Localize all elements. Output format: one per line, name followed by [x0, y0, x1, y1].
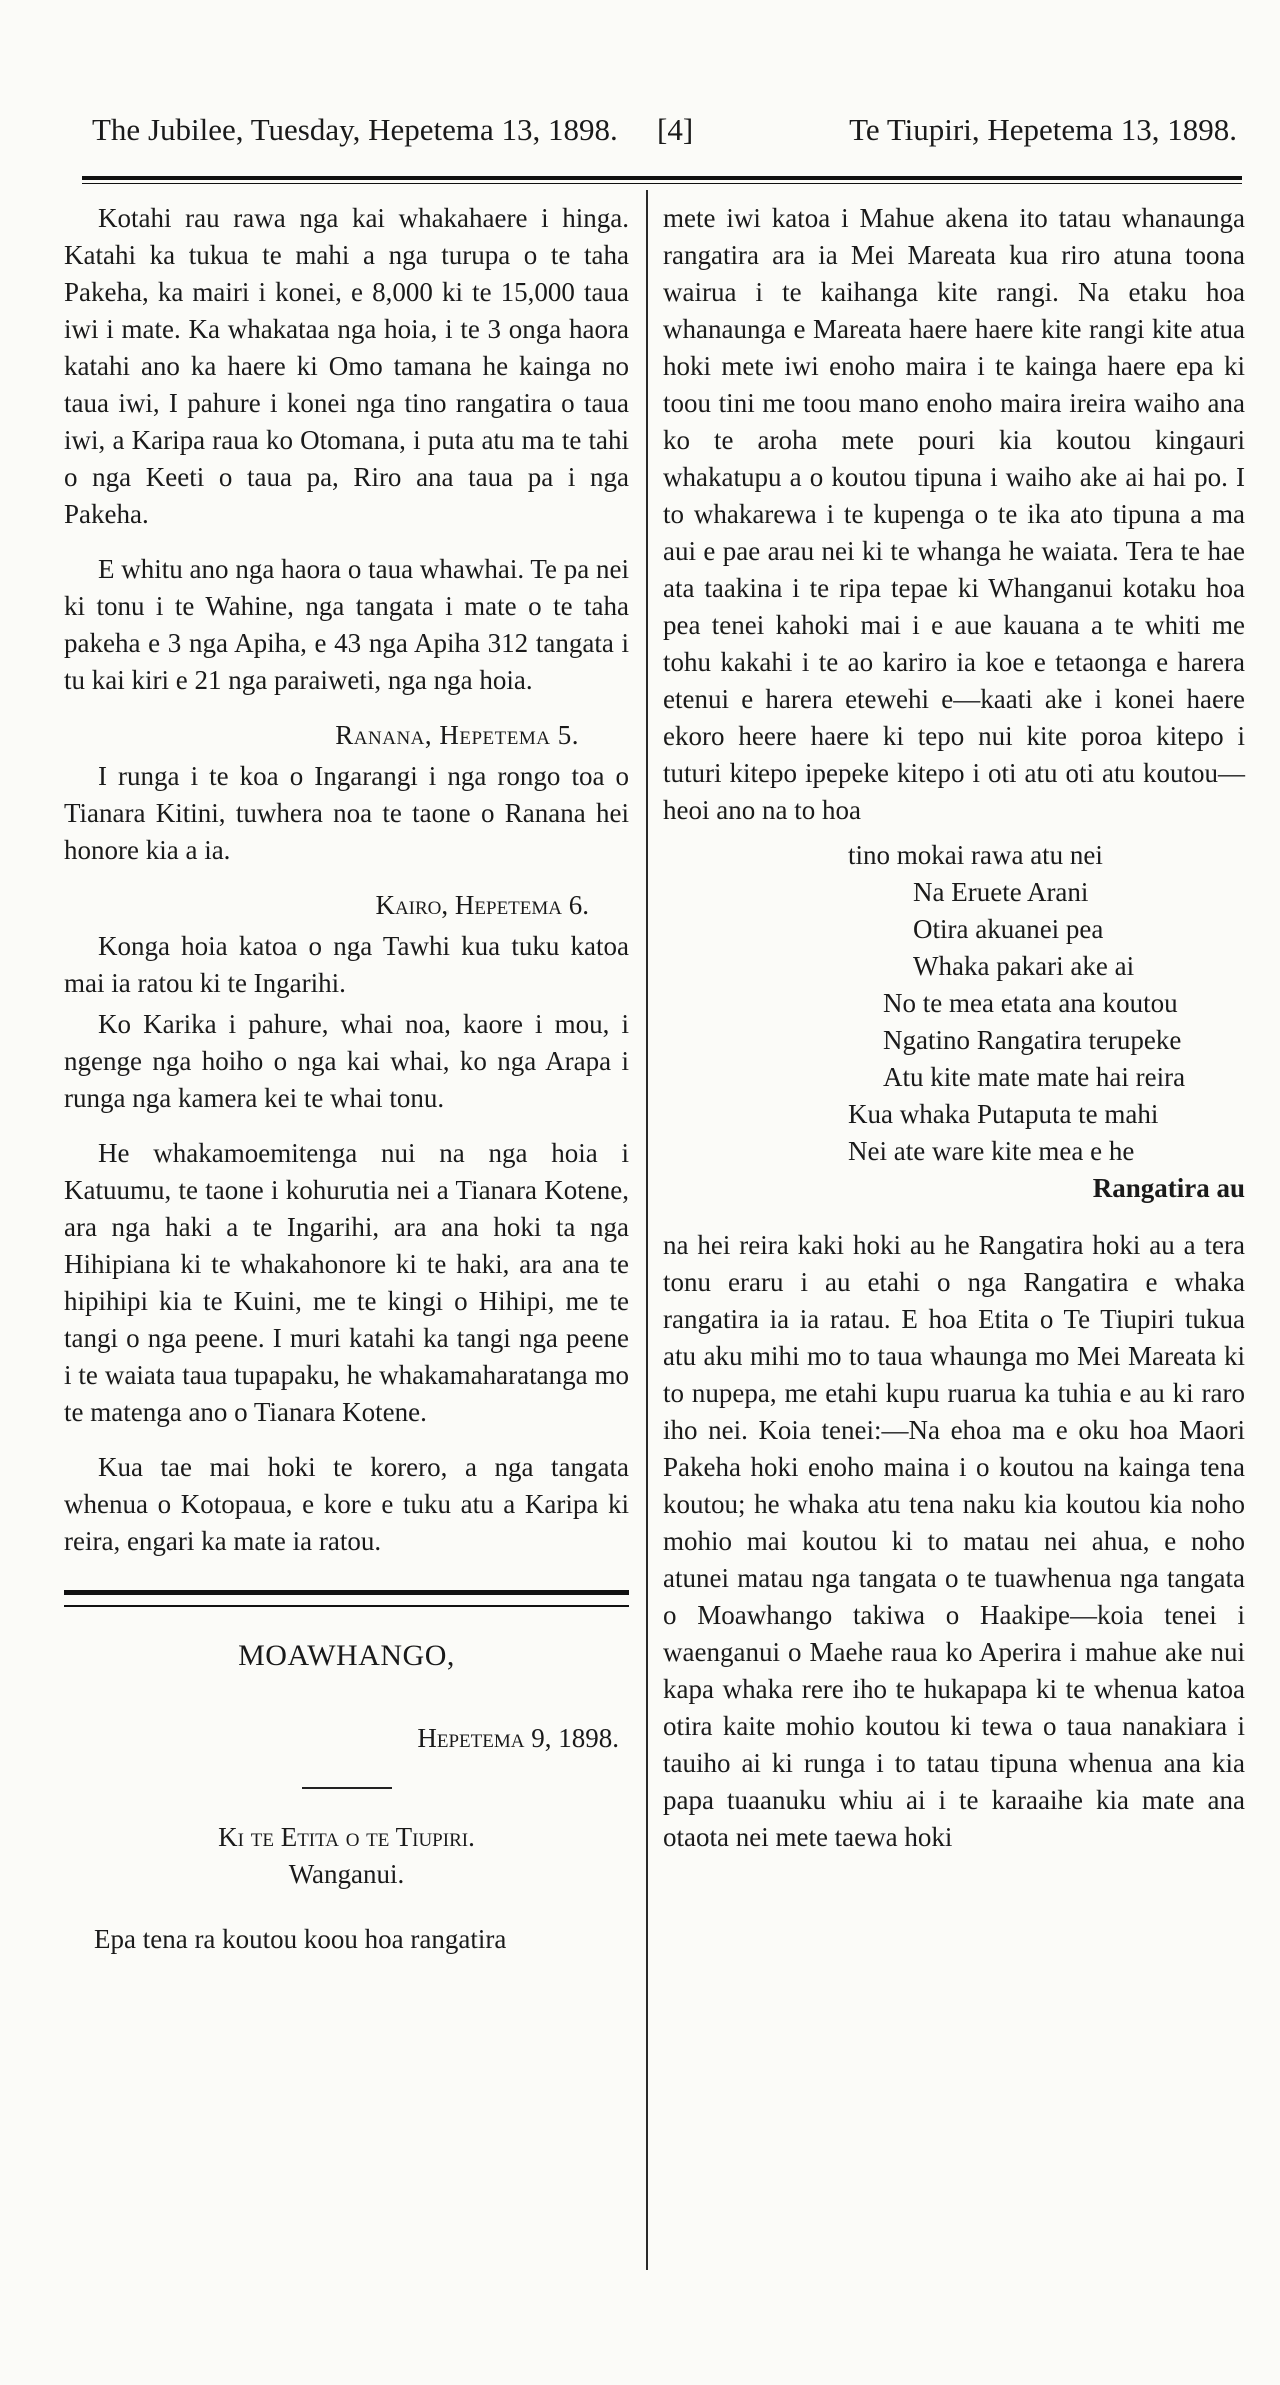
header-left-title: The Jubilee, Tuesday, Hepetema 13, 1898.	[92, 112, 618, 147]
poem-line: Whaka pakari ake ai	[913, 951, 1135, 981]
page-header	[92, 112, 1237, 162]
letter-heading: MOAWHANGO,	[238, 1639, 455, 1672]
poem-line: Na Eruete Arani	[913, 877, 1089, 907]
header-rule-thick	[82, 176, 1242, 180]
right-paragraph-1: mete iwi katoa i Mahue akena ito tatau whanaunga rangatira ara ia Mei Mareata kua riro atuna toona wairua i te kaihanga kite rangi. Na etaku hoa whanaunga e Mareata haere haere kite rangi kite atua hoki mete iwi enoho maira i te kainga haere epa ki toou tini me toou mano enoho maira ireira waiho ana ko te aroha mete pouri kia koutou kingauri whakatupu a o koutou tipuna i waiho ake ai hai po. I to whakarewa i te kupenga o te ika ato tipuna a ma aui e pae arau nei ki te whanga he waiata. Tera te hae ata taakina i te ripa tepae ki Whanganui kotaku hoa pea tenei kahoki mai i e aue kauana a te whiti me tohu kakahi i te ao kariro ia koe e tetaonga e harera etenui e harera etewehi e—kaati ake i konei haere ekoro heere haere ki tepo nui kite poroa kitepo i tuturi kitepo ipepeke kitepo i oti atu oti atu koutou—heoi ano na to hoa	[663, 203, 1245, 825]
short-rule	[302, 1787, 392, 1789]
poem-line: No te mea etata ana koutou	[883, 988, 1178, 1018]
letter-addressee: Ki te Etita o te Tiupiri.	[218, 1822, 475, 1852]
poem-line: Otira akuanei pea	[913, 914, 1104, 944]
column-divider	[646, 190, 648, 2270]
left-paragraph-1: Kotahi rau rawa nga kai whakahaere i hinga. Katahi ka tukua te mahi a nga turupa o te taha Pakeha, ka mairi i konei, e 8,000 ki te 15,000 taua iwi i mate. Ka whakataa nga hoia, i te 3 onga haora katahi ano ka haere ki Omo tamana he kainga no taua iwi, I pahure i konei nga tino rangatira o taua iwi, a Karipa raua ko Otomana, i puta atu ma te tahi o nga Keeti o taua pa, Riro ana taua pa i nga Pakeha.	[64, 203, 629, 529]
section-double-rule	[64, 1590, 629, 1607]
left-paragraph-6: He whakamoemitenga nui na nga hoia i Katuumu, te taone i kohurutia nei a Tianara Kotene, ara nga haki a te Ingarihi, ara ana hoki ta nga Hihipiana ki te whakahonore ki te haki, ara ana te hipihipi kia te Kuini, me te kingi o Hihipi, me te tangi o nga peene. I muri katahi ka tangi nga peene i te waiata taua tupapaku, he whakamaharatanga mo te matenga ano o Tianara Kotene.	[64, 1138, 629, 1427]
poem	[663, 837, 1245, 1207]
right-column	[663, 200, 1245, 1874]
poem-line: Kua whaka Putaputa te mahi	[848, 1099, 1159, 1129]
poem-line: Atu kite mate mate hai reira	[883, 1062, 1186, 1092]
left-paragraph-3: I runga i te koa o Ingarangi i nga rongo toa o Tianara Kitini, tuwhera noa te taone o Ranana hei honore kia a ia.	[64, 761, 629, 865]
left-column	[64, 200, 629, 1976]
dateline-ranana: Ranana, Hepetema 5.	[335, 720, 579, 750]
header-rule-thin	[82, 183, 1242, 184]
left-paragraph-4: Konga hoia katoa o nga Tawhi kua tuku katoa mai ia ratou ki te Ingarihi.	[64, 931, 629, 998]
left-paragraph-5: Ko Karika i pahure, whai noa, kaore i mou, i ngenge nga hoiho o nga kai whai, ko nga Arapa i runga nga kamera kei te whai tonu.	[64, 1009, 629, 1113]
dateline-kairo: Kairo, Hepetema 6.	[375, 890, 589, 920]
letter-date: Hepetema 9, 1898.	[417, 1723, 619, 1753]
poem-line: Rangatira au	[1092, 1173, 1245, 1203]
left-paragraph-7: Kua tae mai hoki te korero, a nga tangata whenua o Kotopaua, e kore e tuku atu a Karipa ki reira, engari ka mate ia ratou.	[64, 1452, 629, 1556]
letter-opening: Epa tena ra koutou koou hoa rangatira	[94, 1924, 507, 1954]
poem-line: Ngatino Rangatira terupeke	[883, 1025, 1182, 1055]
left-paragraph-2: E whitu ano nga haora o taua whawhai. Te pa nei ki tonu i te Wahine, nga tangata i mate o te taha pakeha e 3 nga Apiha, e 43 nga Apiha 312 tangata i tu kai kiri e 21 nga paraiweti, nga nga hoia.	[64, 554, 629, 695]
letter-place: Wanganui.	[288, 1859, 405, 1889]
page-number: [4]	[657, 112, 694, 147]
poem-line: Nei ate ware kite mea e he	[848, 1136, 1135, 1166]
poem-line: tino mokai rawa atu nei	[848, 840, 1103, 870]
header-right-title: Te Tiupiri, Hepetema 13, 1898.	[849, 112, 1237, 147]
right-paragraph-2: na hei reira kaki hoki au he Rangatira hoki au a tera tonu eraru i au etahi o nga Rangatira e whaka rangatira ia ia ratau. E hoa Etita o Te Tiupiri tukua atu aku mihi mo to taua whaunga mo Mei Mareata ki to nupepa, me etahi kupu ruarua ka tuhia e au ki raro iho nei. Koia tenei:—Na ehoa ma e oku hoa Maori Pakeha hoki enoho maina i o koutou na kainga tena koutou; he whaka atu tena naku kia koutou kia noho mohio mai koutou ki to matau nei ahua, e noho atunei matau nga tangata o te tuawhenua nga tangata o Moawhango takiwa o Haakipe—koia tenei i waenganui o Maehe raua ko Aperira i mahue ake nui kapa whaka rere iho te hukapapa ki te whenua katoa otira kaite mohio koutou ki tewa o taua nanakiara i tauiho ai ki runga i to tatau tipuna whenua ana kia papa tuaanuku whiu ai i te karaaihe kia mate ana otaota nei mete taewa hoki	[663, 1230, 1245, 1852]
